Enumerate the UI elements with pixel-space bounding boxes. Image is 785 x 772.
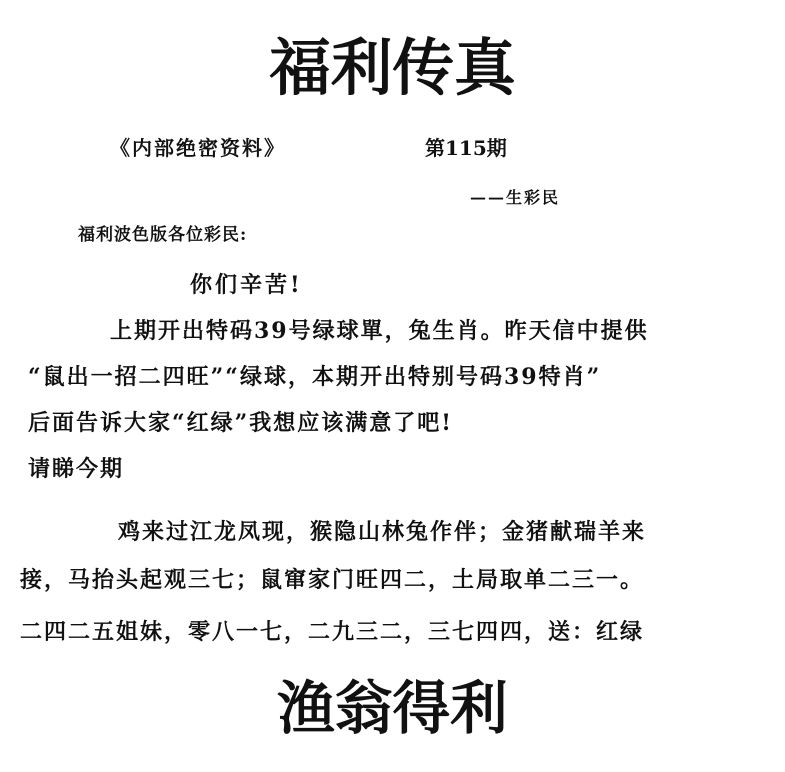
verse-line-3: 二四二五姐妹，零八一七，二九三二，三七四四，送：红绿 (20, 619, 645, 645)
closing-title: 渔翁得利 (277, 674, 508, 742)
signature: ——生彩民 (470, 188, 561, 207)
paragraph-line-3: 后面告诉大家“红绿”我想应该满意了吧! (28, 410, 453, 436)
paragraph-line-4: 请睇今期 (28, 456, 125, 482)
verse-line-1: 鸡来过江龙凤现，猴隐山林兔作伴；金猪献瑞羊来 (118, 519, 647, 545)
issue-number: 第115期 (425, 136, 507, 160)
document-subtitle: 《内部绝密资料》 (110, 136, 286, 160)
greeting: 你们辛苦! (190, 272, 303, 298)
paragraph-line-2: “鼠出一招二四旺”“绿球，本期开出特别号码39特肖” (28, 364, 602, 390)
paragraph-line-1: 上期开出特码39号绿球單，兔生肖。昨天信中提供 (110, 318, 649, 344)
salutation: 福利波色版各位彩民: (78, 225, 248, 245)
document-title: 福利传真 (269, 31, 516, 104)
verse-line-2: 接，马抬头起观三七；鼠窜家门旺四二，土局取单二三一。 (20, 567, 645, 593)
